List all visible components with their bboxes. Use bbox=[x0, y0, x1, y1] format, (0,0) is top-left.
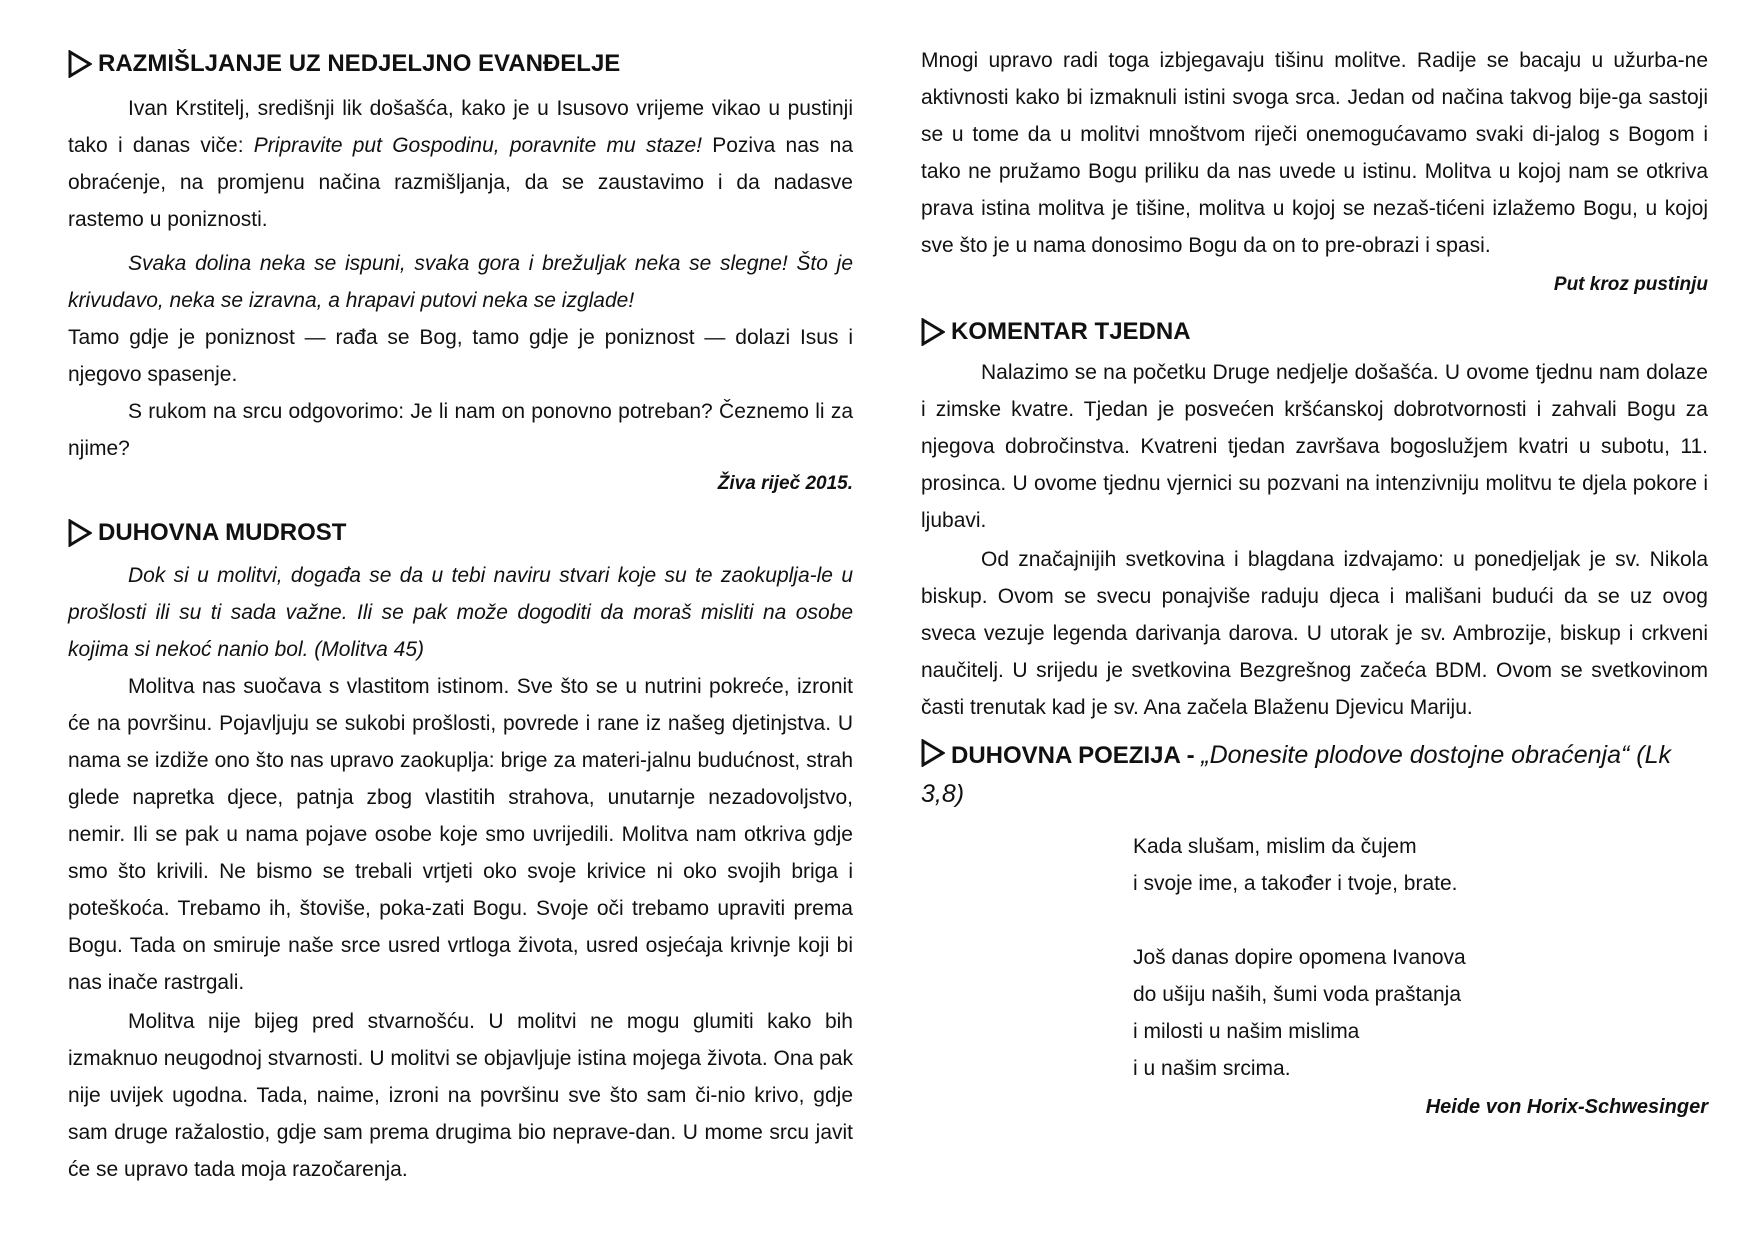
play-triangle-icon bbox=[921, 318, 945, 346]
paragraph: Ivan Krstitelj, središnji lik došašća, kako je u Isusovo vrijeme vikao u pustinji tako i danas viče: Pripravite put Gospodinu, poravnite mu staze! Poziva nas na obraćenje, na promjenu načina razmišljanja, da se zaustavimo i da nadasve rastemo u poniznosti. bbox=[68, 97, 854, 231]
paragraph: Mnogi upravo radi toga izbjegavaju tišinu molitve. Radije se bacaju u užurba-ne aktivnosti kako bi izmaknuli istini svoga srca. Jedan od načina takvog bije-ga sastoji se u tome da u molitvi mnoštvom riječi onemogućavamo svaki di-jalog s Bogom i tako ne pružamo Bogu priliku da nas uvede u istinu. Molitva u kojoj nam se otkriva prava istina molitva je tišine, molitva u kojoj se nezaš-tićeni izlažemo Bogu, u kojoj sve što je u nama donosimo Bogu da on to pre-obrazi i spasi. bbox=[921, 49, 1708, 257]
poem-line: i u našim srcima. bbox=[1133, 1057, 1291, 1080]
play-triangle-icon bbox=[68, 519, 92, 547]
scripture-quote: Pripravite put Gospodinu, poravnite mu staze! bbox=[253, 134, 702, 157]
play-triangle-icon bbox=[68, 50, 92, 78]
poem bbox=[1133, 828, 1708, 1087]
section-heading-poetry bbox=[921, 736, 1708, 814]
poem-line: do ušiju naših, šumi voda praštanja bbox=[1133, 983, 1462, 1006]
section-heading-wisdom bbox=[68, 511, 853, 555]
paragraph: Od značajnijih svetkovina i blagdana izdvajamo: u ponedjeljak je sv. Nikola biskup. Ovom se svecu ponajviše raduju djeca i mališani budući da se uz ovog sveca vezuje legenda darivanja darova. U utorak je sv. Ambrozije, biskup i crkveni naučitelj. U srijedu je svetkovina Bezgrešnog začeća BDM. Ovom se svetkovinom časti trenutak kad je sv. Ana začela Blaženu Djevicu Mariju. bbox=[921, 548, 1708, 719]
quote-paragraph: Dok si u molitvi, događa se da u tebi naviru stvari koje su te zaokuplja-le u prošlosti ili su ti sada važne. Ili se pak može dogoditi da moraš misliti na osobe kojima si nekoć nanio bol. (Molitva 45) bbox=[68, 564, 853, 661]
paragraph: Molitva nije bijeg pred stvarnošću. U molitvi ne mogu glumiti kako bih izmaknuo neugodnoj stvarnosti. U molitvi se objavljuje istina mojega života. Ona pak nije uvijek ugodna. Tada, naime, izroni na površinu sve što sam či-nio krivo, gdje sam druge ražalostio, gdje sam prema drugima bio neprave-dan. U mome srcu javit će se upravo tada moja razočarenja. bbox=[68, 1010, 853, 1181]
section-heading-commentary bbox=[921, 310, 1708, 354]
section-heading-reflection bbox=[68, 42, 853, 86]
heading-text: DUHOVNA MUDROST bbox=[98, 519, 347, 546]
paragraph: S rukom na srcu odgovorimo: Je li nam on ponovno potreban? Čeznemo li za njime? bbox=[68, 400, 853, 460]
left-column bbox=[68, 42, 853, 1188]
paragraph: Tamo gdje je poniznost — rađa se Bog, tamo gdje je poniznost — dolazi Isus i njegovo spasenje. bbox=[68, 326, 853, 386]
heading-text: DUHOVNA POEZIJA - bbox=[951, 742, 1202, 769]
paragraph: Nalazimo se na početku Druge nedjelje došašća. U ovome tjednu nam dolaze i zimske kvatre. Tjedan je posvećen kršćanskoj dobrotvornosti i zahvali Bogu za njegova dobročinstva. Kvatreni tjedan završava bogoslužjem kvatri u subotu, 11. prosinca. U ovome tjednu vjernici su pozvani na intenzivniju molitvu te djela pokore i ljubavi. bbox=[921, 361, 1708, 532]
poem-line: Još danas dopire opomena Ivanova bbox=[1133, 946, 1466, 969]
poem-author: Heide von Horix-Schwesinger bbox=[1425, 1096, 1708, 1118]
heading-subtitle: „Donesite plodove dostojne obraćenja“ (Lk 3,8) bbox=[921, 741, 1671, 808]
poem-line: Kada slušam, mislim da čujem bbox=[1133, 835, 1417, 858]
scripture-quote-paragraph: Svaka dolina neka se ispuni, svaka gora i brežuljak neka se slegne! Što je krivudavo, neka se izravna, a hrapavi putovi neka se izglade! bbox=[68, 252, 853, 312]
source-citation: Put kroz pustinju bbox=[1553, 274, 1708, 295]
right-column bbox=[921, 42, 1708, 1125]
poem-line: i svoje ime, a također i tvoje, brate. bbox=[1133, 872, 1458, 895]
heading-text: KOMENTAR TJEDNA bbox=[951, 318, 1191, 345]
heading-text: RAZMIŠLJANJE UZ NEDJELJNO EVANĐELJE bbox=[98, 50, 621, 77]
source-citation: Živa riječ 2015. bbox=[717, 473, 853, 494]
paragraph: Molitva nas suočava s vlastitom istinom. Sve što se u nutrini pokreće, izronit će na površinu. Pojavljuju se sukobi prošlosti, povrede i rane iz našeg djetinjstva. U nama se izdiže ono što nas upravo zaokuplja: brige za materi-jalnu budućnost, strah glede napretka djece, patnja zbog vlastitih strahova, unutarnje nezadovoljstvo, nemir. Ili se pak u nama pojave osobe koje smo uvrijedili. Molitva nam otkriva gdje smo što krivili. Ne bismo se trebali vrtjeti oko svoje krivice ni oko svojih briga i poteškoća. Trebamo ih, štoviše, poka-zati Bogu. Svoje oči trebamo upraviti prema Bogu. Tada on smiruje naše srce usred vrtloga života, usred osjećaja krivnje koji bi nas inače rastrgali. bbox=[68, 675, 853, 994]
poem-line: i milosti u našim mislima bbox=[1133, 1020, 1360, 1043]
play-triangle-icon bbox=[921, 739, 945, 767]
